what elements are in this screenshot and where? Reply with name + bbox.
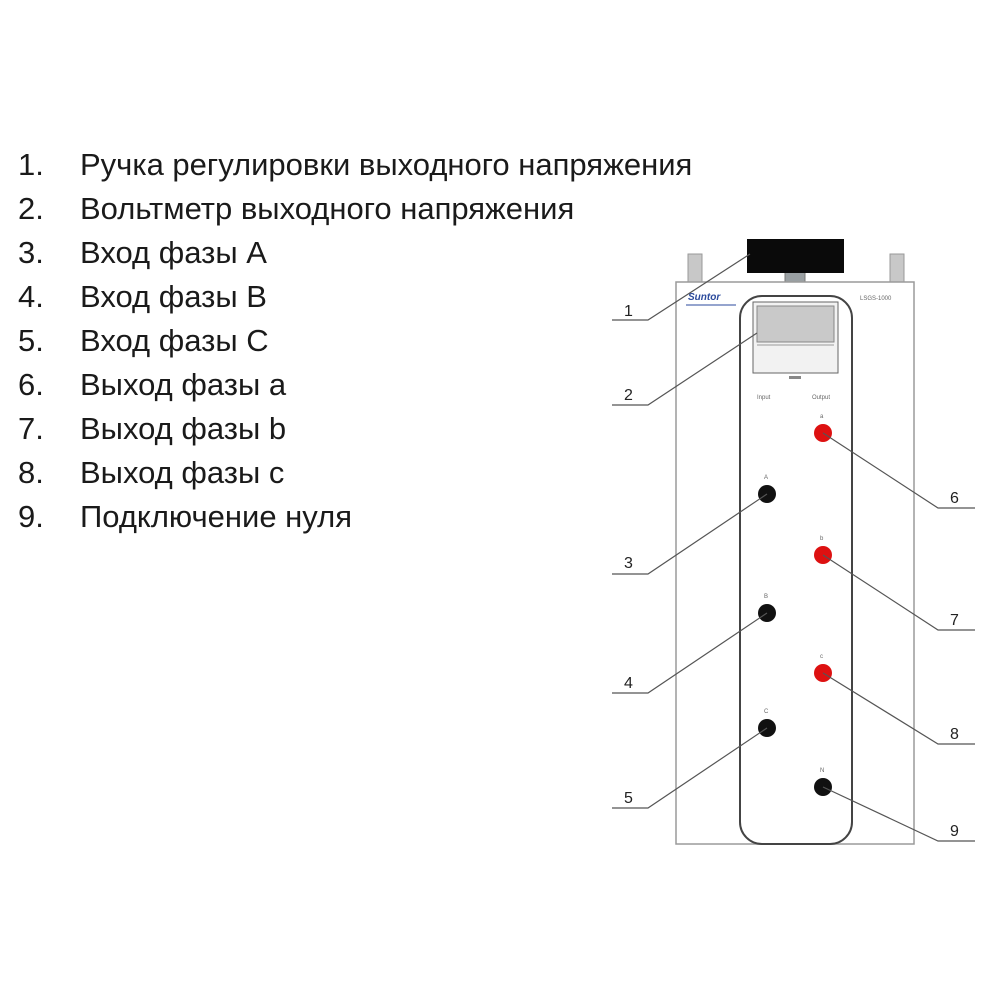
legend-text: Вход фазы В <box>80 279 267 314</box>
callout-7: 7 <box>950 612 959 629</box>
legend-number: 9. <box>18 499 44 534</box>
legend-text: Ручка регулировки выходного напряжения <box>80 147 693 182</box>
terminal-label-b: b <box>820 536 824 542</box>
legend-number: 7. <box>18 411 44 446</box>
terminal-label-N: N <box>820 768 825 774</box>
legend-text: Вольтметр выходного напряжения <box>80 191 575 226</box>
callout-9: 9 <box>950 823 959 840</box>
output-label: Output <box>812 395 831 401</box>
terminal-label-a: a <box>820 414 824 420</box>
callout-6: 6 <box>950 490 959 507</box>
legend-text: Выход фазы а <box>80 367 287 402</box>
callout-2: 2 <box>624 387 633 404</box>
terminal-label-B: B <box>764 594 769 600</box>
callout-5: 5 <box>624 790 633 807</box>
terminal-label-A: A <box>764 475 769 481</box>
terminal-label-C: C <box>764 709 769 715</box>
legend-number: 5. <box>18 323 44 358</box>
callout-4: 4 <box>624 675 633 692</box>
legend-number: 8. <box>18 455 44 490</box>
mounting-post <box>890 254 904 284</box>
legend-text: Выход фазы b <box>80 411 287 446</box>
legend-number: 1. <box>18 147 44 182</box>
legend-text: Вход фазы А <box>80 235 267 270</box>
legend-text: Вход фазы С <box>80 323 269 358</box>
voltage-knob <box>747 239 844 273</box>
legend-number: 6. <box>18 367 44 402</box>
brand-logo: Suntor <box>688 292 721 303</box>
legend-number: 4. <box>18 279 44 314</box>
voltmeter-display <box>757 306 834 342</box>
callout-1: 1 <box>624 303 633 320</box>
legend-text: Выход фазы с <box>80 455 285 490</box>
terminal-label-c: c <box>820 654 823 660</box>
mounting-post <box>688 254 702 284</box>
model-label: LSGS-1000 <box>860 296 892 302</box>
callout-3: 3 <box>624 555 633 572</box>
legend-number: 2. <box>18 191 44 226</box>
input-label: Input <box>757 395 771 401</box>
voltmeter-scale-mark <box>789 376 801 379</box>
legend-text: Подключение нуля <box>80 499 352 534</box>
legend-number: 3. <box>18 235 44 270</box>
callout-8: 8 <box>950 726 959 743</box>
